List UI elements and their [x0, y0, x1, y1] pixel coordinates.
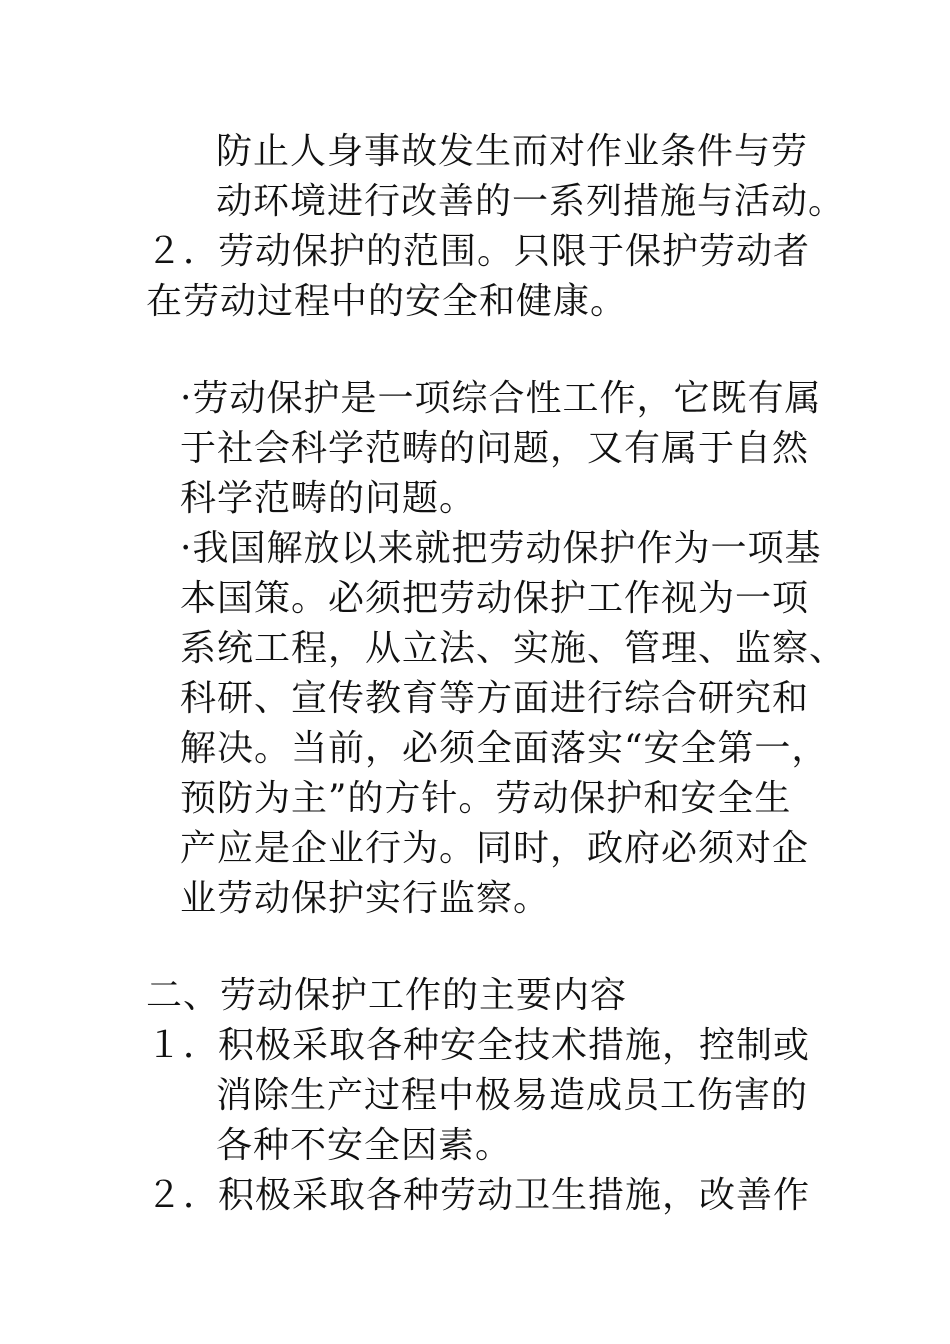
item-number: １．	[146, 1025, 221, 1066]
bullet-line: ·我国解放以来就把劳动保护作为一项基	[180, 528, 822, 569]
bullet-line: 系统工程，从立法、实施、管理、监察、	[180, 628, 847, 669]
bullet-line: 本国策。必须把劳动保护工作视为一项	[180, 578, 810, 619]
paragraph-line: 各种不安全因素。	[216, 1125, 513, 1166]
numbered-item-2	[146, 227, 810, 277]
paragraph-line: 动环境进行改善的一系列措施与活动。	[216, 181, 846, 222]
bullet-line: 解决。当前，必须全面落实“安全第一，	[180, 728, 829, 769]
bullet-line: ·劳动保护是一项综合性工作，它既有属	[180, 378, 822, 419]
paragraph-line: 消除生产过程中极易造成员工伤害的	[216, 1075, 809, 1116]
paragraph-line: 防止人身事故发生而对作业条件与劳	[216, 131, 809, 172]
bullet-line: 科学范畴的问题。	[180, 478, 477, 519]
section-heading: 二、劳动保护工作的主要内容	[146, 975, 628, 1016]
bullet-line: 预防为主”的方针。劳动保护和安全生	[180, 778, 792, 819]
item-text: 积极采取各种安全技术措施，控制或	[218, 1025, 811, 1066]
numbered-item-1	[146, 1021, 810, 1071]
paragraph-line: 在劳动过程中的安全和健康。	[146, 281, 628, 322]
item-number: ２．	[146, 1175, 221, 1216]
item-text: 积极采取各种劳动卫生措施，改善作	[218, 1175, 811, 1216]
bullet-line: 业劳动保护实行监察。	[180, 878, 551, 919]
bullet-line: 产应是企业行为。同时，政府必须对企	[180, 828, 810, 869]
numbered-item-2	[146, 1171, 810, 1221]
bullet-line: 科研、宣传教育等方面进行综合研究和	[180, 678, 810, 719]
bullet-line: 于社会科学范畴的问题，又有属于自然	[180, 428, 810, 469]
item-text: 劳动保护的范围。只限于保护劳动者	[218, 231, 811, 272]
item-number: ２．	[146, 231, 221, 272]
